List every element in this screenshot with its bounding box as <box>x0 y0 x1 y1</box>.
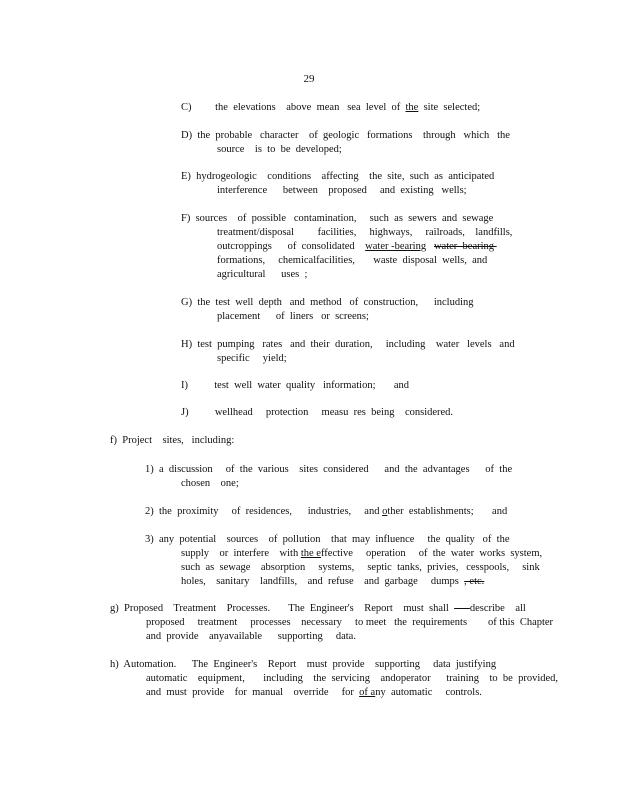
item-c-text: C) the elevations above mean sea level of <box>181 102 406 113</box>
section-h-line-3-end: ny automatic controls. <box>375 687 482 698</box>
underlined-insertion: the <box>405 102 419 113</box>
item-e <box>181 170 494 198</box>
item-h <box>181 338 515 366</box>
item-c <box>181 101 480 115</box>
section-f-sub-2 <box>145 505 507 519</box>
item-g <box>181 296 474 324</box>
spacer <box>426 241 434 252</box>
section-h-line-3: and must provide for manual override for <box>146 687 360 698</box>
item-g-line-2: placement of liners or screens; <box>217 311 369 322</box>
item-i <box>181 379 409 393</box>
underlined-insertion: water -bearing <box>365 241 427 252</box>
struck-deletion: water bearing <box>433 241 497 252</box>
section-g-line-1: g) Proposed Treatment Processes. The Engineer's Report must shall <box>110 603 455 614</box>
item-f <box>181 212 512 282</box>
section-f-heading-text: f) Project sites, including: <box>110 435 235 446</box>
struck-deletion <box>454 603 470 614</box>
item-f-line-1: F) sources of possible contamination, such as sewers and sewage <box>181 213 494 224</box>
page-number: 29 <box>303 73 315 85</box>
underlined-insertion: of a <box>359 687 376 698</box>
section-h-line-2: automatic equipment, including the servicing andoperator training to be provided, <box>146 673 559 684</box>
struck-deletion: , etc. <box>464 576 485 587</box>
sub-3-line-2-end: ffective operation of the water works system, <box>320 548 543 559</box>
section-f-heading <box>110 434 234 448</box>
section-f-sub-3 <box>145 533 542 589</box>
sub-3-line-2: supply or interfere with <box>181 548 301 559</box>
item-g-line-1: G) the test well depth and method of construction, including <box>181 297 474 308</box>
sub-1-line-2: chosen one; <box>181 478 239 489</box>
underlined-insertion: the e <box>300 548 321 559</box>
section-g <box>110 602 553 644</box>
item-i-line-1: I) test well water quality information; and <box>181 380 410 391</box>
item-h-line-1: H) test pumping rates and their duration, including water levels and <box>181 339 515 350</box>
underlined-insertion: o <box>382 506 388 517</box>
section-h-line-1: h) Automation. The Engineer's Report must provide supporting data justifying <box>110 659 497 670</box>
item-f-line-5: agricultural uses ; <box>217 269 308 280</box>
item-d <box>181 129 510 157</box>
item-j <box>181 406 453 420</box>
sub-3-line-3: such as sewage absorption systems, septic tanks, privies, cesspools, sink <box>181 562 540 573</box>
item-d-line-1: D) the probable character of geologic formations through which the <box>181 130 510 141</box>
sub-3-line-4: holes, sanitary landfills, and refuse and garbage dumps <box>181 576 465 587</box>
sub-1-line-1: 1) a discussion of the various sites considered and the advantages of the <box>145 464 513 475</box>
item-d-line-2: source is to be developed; <box>217 144 342 155</box>
section-g-line-3: and provide anyavailable supporting data. <box>146 631 356 642</box>
item-j-line-1: J) wellhead protection measu res being considered. <box>181 407 454 418</box>
sub-2-text: 2) the proximity of residences, industries, and <box>145 506 383 517</box>
sub-3-line-1: 3) any potential sources of pollution that may influence the quality of the <box>145 534 510 545</box>
item-e-line-2: interference between proposed and existing wells; <box>217 185 467 196</box>
item-c-text-end: site selected; <box>418 102 481 113</box>
item-f-line-4: formations, chemicalfacilities, waste disposal wells, and <box>217 255 488 266</box>
section-f-sub-1 <box>145 463 512 491</box>
section-g-line-1-end: describe all <box>469 603 526 614</box>
section-g-line-2: proposed treatment processes necessary to meet the requirements of this Chapter <box>146 617 554 628</box>
item-h-line-2: specific yield; <box>217 353 287 364</box>
section-h <box>110 658 558 700</box>
item-e-line-1: E) hydrogeologic conditions affecting the site, such as anticipated <box>181 171 495 182</box>
item-f-line-2: treatment/disposal facilities, highways, railroads, landfills, <box>217 227 513 238</box>
item-f-line-3: outcroppings of consolidated <box>217 241 366 252</box>
sub-2-text-end: ther establishments; and <box>387 506 508 517</box>
